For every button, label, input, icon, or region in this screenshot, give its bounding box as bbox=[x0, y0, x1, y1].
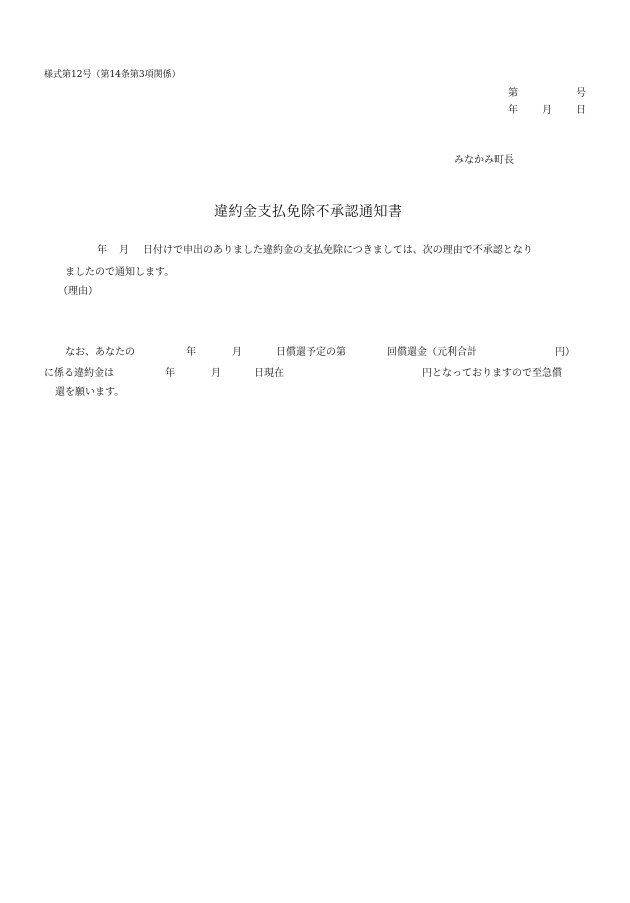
date-month-label: 月 bbox=[542, 105, 552, 116]
body-line-1: 日付けで申出のありました違約金の支払免除につきましては、次の理由で不承認となり bbox=[143, 245, 533, 256]
document-title: 違約金支払免除不承認通知書 bbox=[214, 204, 403, 220]
notice-year2-label: 年 bbox=[165, 368, 175, 379]
notice-yen-close: 円） bbox=[555, 347, 575, 358]
notice-month-label: 月 bbox=[232, 347, 242, 358]
notice-intro: なお、あなたの bbox=[65, 347, 135, 358]
notice-installment-text: 回償還金（元利合計 bbox=[387, 347, 477, 358]
notice-line2-end: 円となっておりますので至急償 bbox=[422, 368, 562, 379]
body-year-label: 年 bbox=[97, 245, 107, 256]
body-month-label: 月 bbox=[119, 245, 129, 256]
notice-due-text: 日償還予定の第 bbox=[276, 347, 346, 358]
notice-as-of-text: 日現在 bbox=[254, 368, 284, 379]
notice-line3: 還を願います。 bbox=[55, 387, 125, 398]
issuer-name: みなかみ町長 bbox=[454, 155, 514, 166]
date-year-label: 年 bbox=[508, 105, 518, 116]
doc-number-prefix: 第 bbox=[508, 88, 518, 99]
notice-line2-start: に係る違約金は bbox=[44, 368, 114, 379]
reason-label: （理由） bbox=[58, 286, 98, 297]
doc-number-suffix: 号 bbox=[576, 88, 586, 99]
form-label: 様式第12号（第14条第3項関係） bbox=[44, 70, 181, 80]
body-line-2: ましたので通知します。 bbox=[65, 267, 175, 278]
date-day-label: 日 bbox=[576, 105, 586, 116]
notice-month2-label: 月 bbox=[211, 368, 221, 379]
notice-year-label: 年 bbox=[186, 347, 196, 358]
